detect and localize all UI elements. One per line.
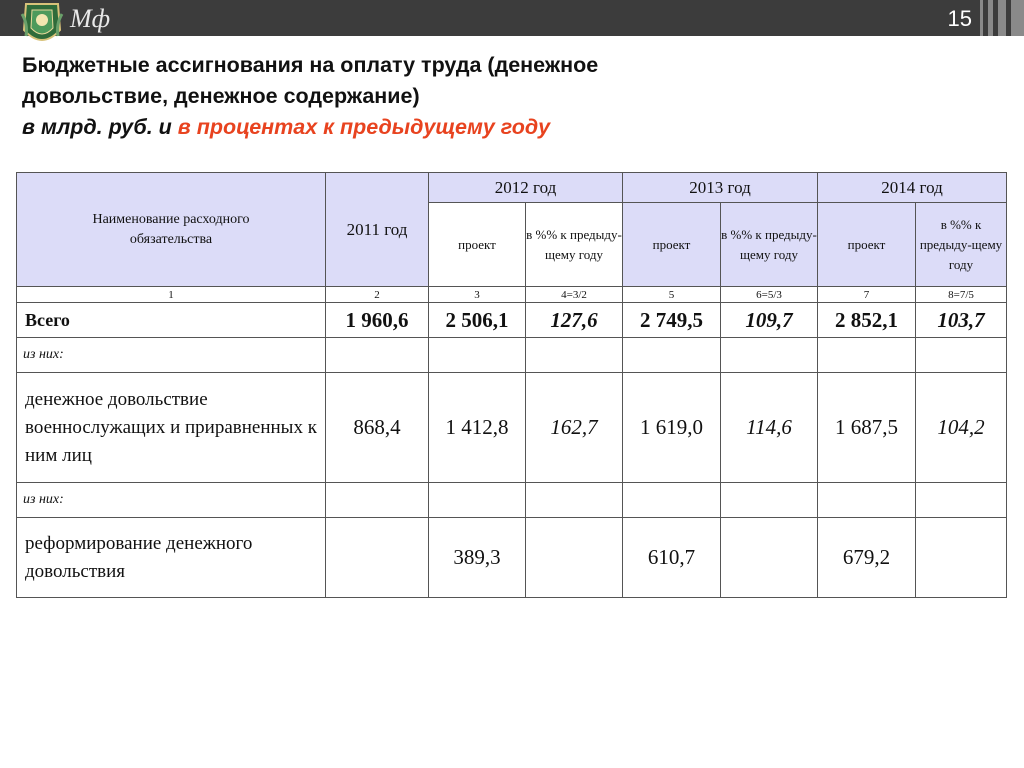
row-label: из них: — [17, 338, 326, 373]
decorative-stripes — [0, 0, 1024, 36]
table-row-military-pay — [17, 373, 1007, 483]
table-row-total — [17, 303, 1007, 338]
cell-percent — [721, 518, 818, 598]
title-accent: в процентах к предыдущему году — [177, 115, 551, 139]
cell-value: 1 619,0 — [623, 373, 721, 483]
col-number: 3 — [429, 287, 526, 303]
header-2011: 2011 год — [326, 173, 429, 287]
header-year-2012: 2012 год — [429, 173, 623, 203]
table-row-subheading — [17, 338, 1007, 373]
cell-value: 610,7 — [623, 518, 721, 598]
title-line-1: Бюджетные ассигнования на оплату труда (денежное — [22, 53, 599, 77]
cell-value: 679,2 — [818, 518, 916, 598]
cell-percent — [526, 518, 623, 598]
col-number: 6=5/3 — [721, 287, 818, 303]
header-year-2013: 2013 год — [623, 173, 818, 203]
row-label: реформирование денежного довольствия — [17, 518, 326, 598]
cell-value: 868,4 — [326, 373, 429, 483]
header-pct-2012: в %% к предыду-щему году — [526, 203, 623, 287]
title-units: в млрд. руб. и — [22, 115, 178, 139]
cell-percent: 109,7 — [721, 303, 818, 338]
col-number: 4=3/2 — [526, 287, 623, 303]
title-line-3 — [22, 112, 1002, 143]
row-label: Всего — [17, 303, 326, 338]
cell-value: 1 960,6 — [326, 303, 429, 338]
top-bar — [0, 0, 1024, 36]
cell-percent: 127,6 — [526, 303, 623, 338]
row-label: денежное довольствие военнослужащих и приравненных к ним лиц — [17, 373, 326, 483]
slide-title — [22, 50, 1002, 143]
header-pct-2013: в %% к предыду-щему году — [721, 203, 818, 287]
table-row-subheading — [17, 483, 1007, 518]
row-label: из них: — [17, 483, 326, 518]
budget-table — [16, 172, 1007, 598]
cell-value: 2 506,1 — [429, 303, 526, 338]
col-number: 7 — [818, 287, 916, 303]
table-row-reform — [17, 518, 1007, 598]
col-number: 5 — [623, 287, 721, 303]
header-year-2014: 2014 год — [818, 173, 1007, 203]
cell-percent: 103,7 — [916, 303, 1007, 338]
header-project-2013: проект — [623, 203, 721, 287]
header-pct-2014: в %% к предыду-щему году — [916, 203, 1007, 287]
column-numbers-row — [17, 287, 1007, 303]
cell-value: 1 412,8 — [429, 373, 526, 483]
header-project-2014: проект — [818, 203, 916, 287]
col-number: 2 — [326, 287, 429, 303]
brand-text: Мф — [70, 4, 111, 33]
cell-value — [326, 518, 429, 598]
cell-percent: 104,2 — [916, 373, 1007, 483]
cell-percent: 114,6 — [721, 373, 818, 483]
col-number: 1 — [17, 287, 326, 303]
cell-percent: 162,7 — [526, 373, 623, 483]
page-number: 15 — [947, 6, 972, 31]
col-number: 8=7/5 — [916, 287, 1007, 303]
cell-value: 389,3 — [429, 518, 526, 598]
cell-percent — [916, 518, 1007, 598]
cell-value: 2 852,1 — [818, 303, 916, 338]
title-line-2: довольствие, денежное содержание) — [22, 84, 420, 108]
header-name-col: Наименование расходного обязательства — [17, 173, 326, 287]
cell-value: 2 749,5 — [623, 303, 721, 338]
header-project-2012: проект — [429, 203, 526, 287]
cell-value: 1 687,5 — [818, 373, 916, 483]
